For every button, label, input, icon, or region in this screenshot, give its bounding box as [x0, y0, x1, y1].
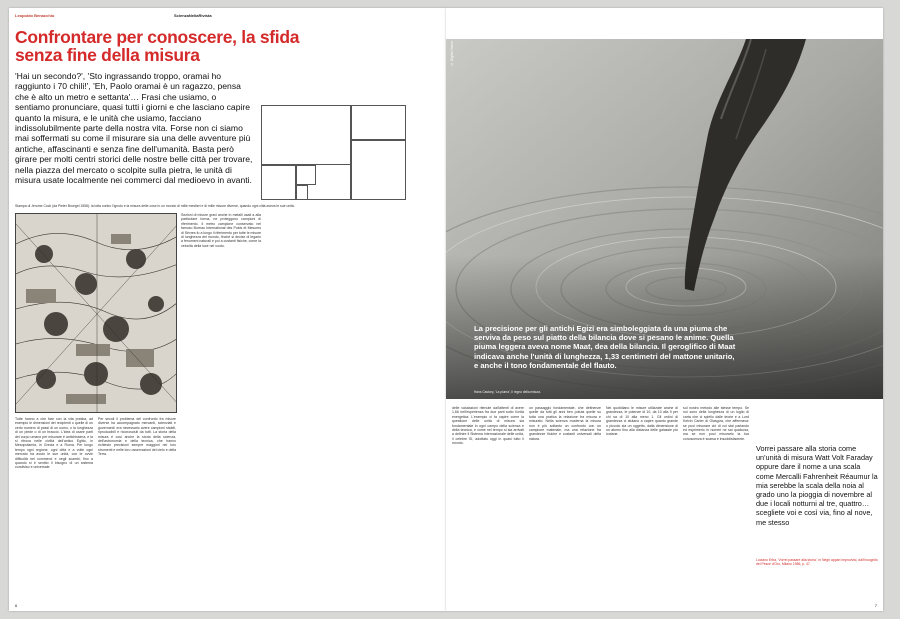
- left-column-3: Sezioni di misure gravi anche in metalli usati a alla particolare forma, ne proteggono campioni di riferimento. Il metro campione conservato nel famoso Bureau International des Poids et Mesures di Sèvres fu a lungo il riferimento per tutte le misure di lunghezza del mondo, finché si decise di legarlo a fenomeni naturali e poi a costanti fisiche, come la velocità della luce nel vuoto.: [181, 213, 261, 248]
- right-column-2: un passaggio fondamentale, che definenze quelle da tutti gli anni ben potuta quelle su tutta una pratica la relazione fra misura e misurato. Nella scienza moderna la misura non è più soltanto un confronto con un campione materiale, ma una relazione fra grandezze fisiche e costanti universali della natura.: [529, 406, 601, 441]
- photo-quote-credit: Hans Castorp, 'La piuma', Il regno della misura.: [474, 390, 541, 394]
- article-lead: 'Hai un secondo?', 'Sto ingrassando troppo, oramai ho raggiunto i 70 chili!', 'Eh, Paolo oramai è un ragazzo, pensa che è alto un metro e settanta'… Frasi che usiamo, o sentiamo pronunciare, quasi tutti i giorni e che lasciano capire quanto la misura, e le unità che usiamo, facciano indissolubilmente parte della nostra vita. Forse non ci siamo mai soffermati su come il misurare sia una delle avventure più antiche, affascinanti e senza fine dell'umanità. Basta però girare per molti centri storici delle nostre belle città per trovare, nella piazza del mercato o scolpite sulla pietra, le unità di misura usate localmente nei commerci dal medioevo in avanti.: [15, 71, 253, 186]
- running-head-author: Leopoldo Benacchio: [15, 13, 55, 18]
- page-number-left: 6: [15, 603, 18, 608]
- golden-rectangle-diagram: [261, 105, 406, 200]
- left-column-1: Tutte hanno a che fare con la vita pratica, ad esempio le dimensioni dei recipienti o quelle di un certo numero di passi di un uomo, o la lunghezza di un piede o di un braccio. L'idea di usare parti del corpo umano per misurare è antichissima, e la si ritrova nelle civiltà dell'antico Egitto, in Mesopotamia, in Grecia e a Roma. Per lungo tempo ogni regione, ogni città e a volte ogni mercato ha avuto le sue unità, con le ovvie difficoltà nei commerci e negli scambi, fino a quando si è sentito il bisogno di un sistema condiviso e universale.: [15, 417, 93, 470]
- running-head-section: ScienzaNellaRivista: [174, 13, 212, 18]
- right-column-1: delle valutazioni ritenute dall'attenti di avere 1,66 nell'esperienza fra due parti sotto l'unità energetica. L'esempio ci fa capire come la questione delle unità di misura sia fondamentale in ogni campo della scienza e della tecnica, e come nel tempo si sia arrivati a definire il Sistema Internazionale delle unità, il celebre SI, adottato oggi in quasi tutto il mondo.: [452, 406, 524, 446]
- left-column-2: Per secoli il problema del confronto fra misure diverse ha accompagnato mercanti, scienziati e governanti: era necessario avere campioni stabili, riproducibili e riconosciuti da tutti. La storia della misura è così anche la storia della scienza, dell'astronomia e della tecnica, che hanno richiesto precisioni sempre maggiori nei loro strumenti e nelle loro osservazioni del cielo e della Terra.: [98, 417, 176, 457]
- engraving-caption: Stampa di Jerome Cock (da Pieter Bruegel 1558): la lotta contro l'ignoto e la misura delle cose in un mondo di mille mestieri e di mille misure diverse, quando ogni città aveva le sue unità.: [15, 204, 295, 208]
- left-page: [9, 8, 446, 611]
- photo-quote: La precisione per gli antichi Egizi era simboleggiata da una piuma che serviva da peso sul piatto della bilancia dove si pesano le anime. Quella piuma leggera aveva nome Maat, dea della bilancia. Il geroglifico di Maat indicava anche l'unità di lunghezza, 1,33 centimetri del mattone unitario, e anche il tono fondamentale del flauto.: [474, 324, 736, 370]
- poem-credit: Luciano Erba, 'Vorrei passare alla storia', in Negri appari improvvisi, dall'incognito del Pesce d'Oro, Milano 1986, p. 47.: [756, 558, 878, 567]
- engraving-illustration: [15, 213, 177, 413]
- poem-excerpt: Vorrei passare alla storia come un'unità di misura Watt Volt Faraday oppure dare il nome a una scala come Mercalli Fahrenheit Réaumur la mia serebbe la scala della noia al grado uno la pioggia di novembre al due i locali notturni al tre, quattro… scegliete voi e così via, fino al nove, me stesso: [756, 444, 878, 527]
- article-title: Confrontare per conoscere, la sfida senza fine della misura: [15, 27, 300, 65]
- photo-credit-label: © Digital Vision: [450, 41, 454, 67]
- right-page: [446, 8, 883, 611]
- right-column-3: Nel quotidiano le misure utilizzate anche di grandezza, le potenze di 10, da 10 alla 9 per chi sa di 10 alla meno 1. Gli ordini di grandezza ci aiutano a capire quanto grande o piccolo sia un oggetto, dalla dimensione di un atomo fino alla distanza delle galassie più lontane.: [606, 406, 678, 437]
- page-number-right: 7: [874, 603, 877, 608]
- right-column-4: sul nostro metodo alle stesse tempo. Se noi sono della lunghezza di un luglio di carta che ci spiello dalle teorie e a Lord Kelvin Carter di Glasgow, che affermava: se puoi misurare ciò di cui stai parlando ed esprimerlo in numeri ne sai qualcosa, ma se non puoi misurarlo la tua conoscenza è scarsa e insoddisfacente.: [683, 406, 749, 441]
